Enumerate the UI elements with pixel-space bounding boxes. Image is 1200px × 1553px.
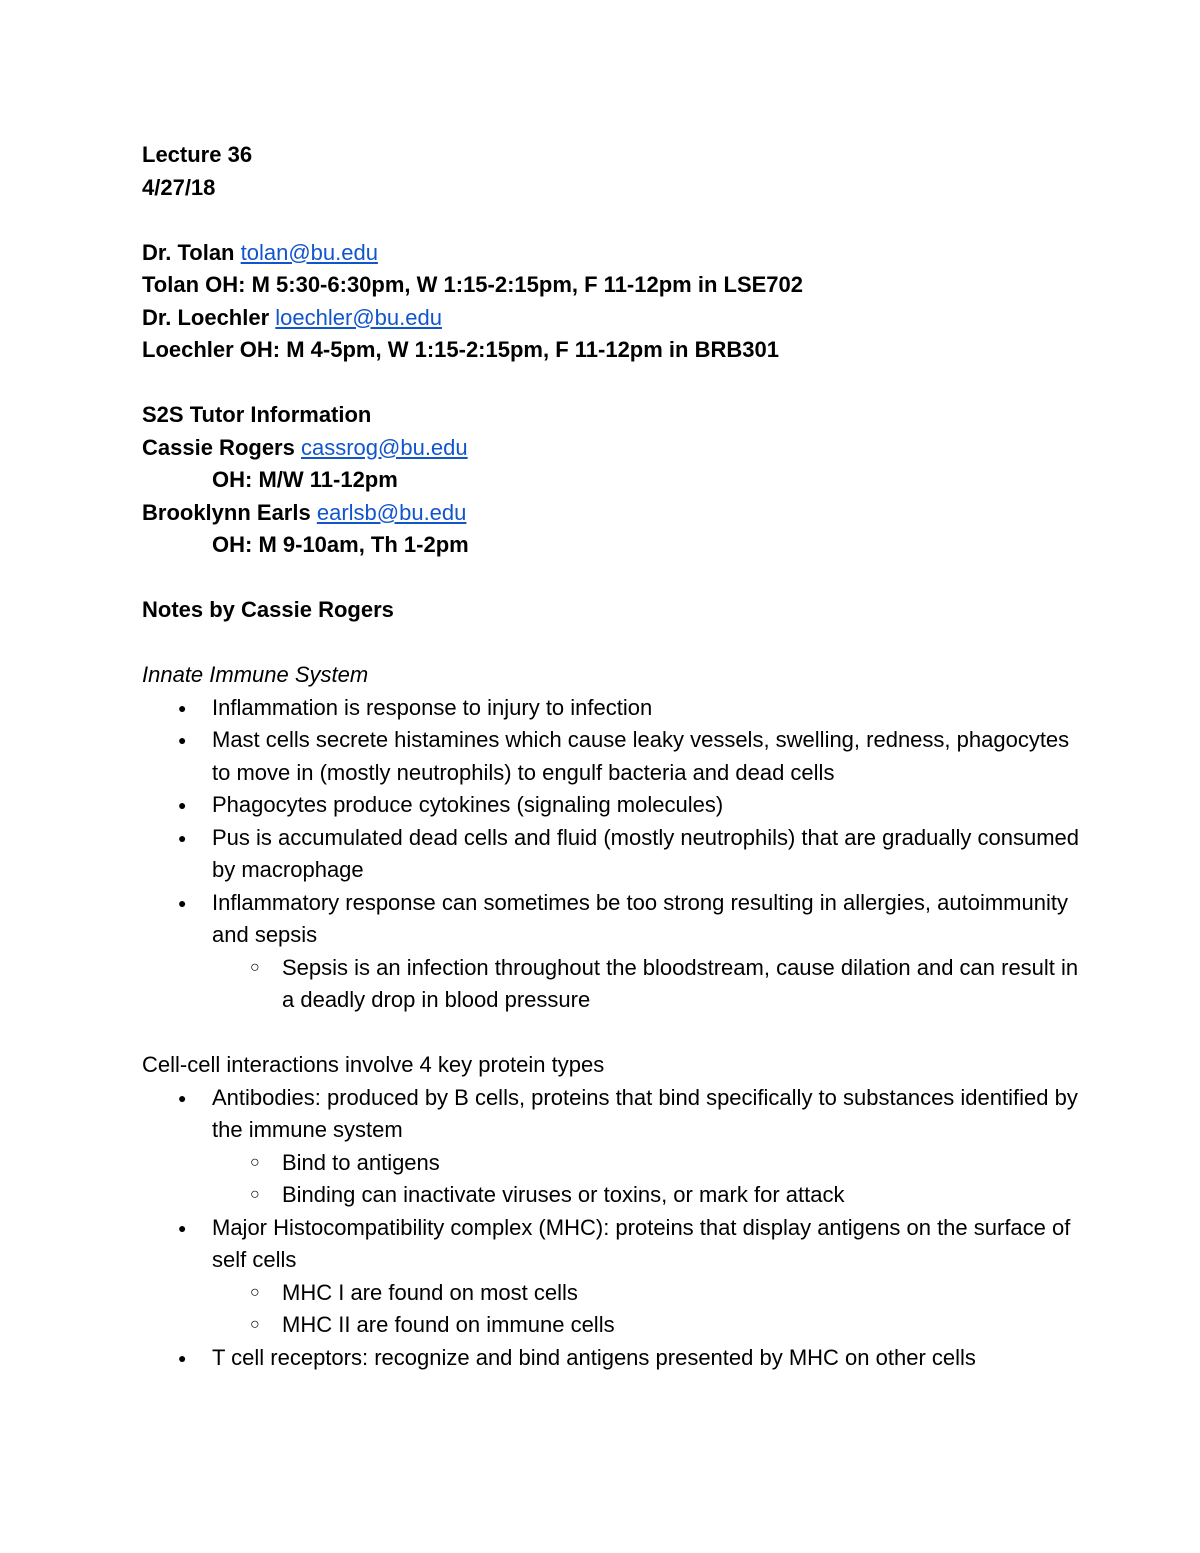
spacer (142, 1017, 1082, 1050)
list-item (142, 724, 1082, 789)
list-item-text: Inflammatory response can sometimes be too strong resulting in allergies, autoimmunity and sepsis (212, 889, 1068, 947)
list-item (142, 789, 1082, 822)
sublist-item-text: MHC II are found on immune cells (282, 1312, 615, 1337)
filled-bullet-icon: ● (178, 732, 187, 748)
lecture-date: 4/27/18 (142, 174, 216, 200)
lecture-title: Lecture 36 (142, 142, 253, 167)
brooklynn-office-hours: OH: M 9-10am, Th 1-2pm (212, 532, 469, 557)
innate-list (142, 692, 1082, 1017)
cassie-name: Cassie Rogers (142, 434, 295, 460)
mhc-sublist (212, 1277, 1082, 1342)
list-item (142, 692, 1082, 725)
loechler-contact (142, 302, 1082, 335)
tolan-name: Dr. Tolan (142, 239, 235, 265)
filled-bullet-icon: ● (178, 1089, 187, 1106)
list-item (142, 1212, 1082, 1342)
list-item-text: T cell receptors: recognize and bind antigens presented by MHC on other cells (212, 1344, 976, 1370)
list-item-text: Mast cells secrete histamines which cause leaky vessels, swelling, redness, phagocytes to move in (mostly neutrophils) to engulf bacteria and dead cells (212, 727, 1070, 785)
hollow-bullet-icon: ○ (250, 1283, 260, 1301)
cassie-email-link[interactable]: cassrog@bu.edu (300, 434, 468, 460)
list-item (142, 887, 1082, 1017)
list-item-text: Major Histocompatibility complex (MHC): proteins that display antigens on the surface of self cells (212, 1214, 1071, 1272)
cell-cell-list (142, 1082, 1082, 1375)
sepsis-sublist (212, 952, 1082, 1017)
sublist-item-text: Binding can inactivate viruses or toxins, or mark for attack (282, 1182, 845, 1207)
spacer (142, 204, 1082, 237)
loechler-email-link[interactable]: loechler@bu.edu (275, 304, 442, 330)
list-item (142, 1342, 1082, 1375)
antibody-sublist (212, 1147, 1082, 1212)
filled-bullet-icon: ● (178, 1349, 187, 1366)
innate-heading: Innate Immune System (142, 662, 369, 687)
filled-bullet-icon: ● (178, 894, 187, 911)
filled-bullet-icon: ● (178, 699, 187, 716)
sublist-item (212, 1179, 1082, 1212)
tolan-contact (142, 237, 1082, 270)
document-page (142, 139, 1082, 1374)
tolan-office-hours: Tolan OH: M 5:30-6:30pm, W 1:15-2:15pm, F 11-12pm in LSE702 (142, 272, 803, 297)
sublist-item (212, 1147, 1082, 1180)
brooklynn-name: Brooklynn Earls (142, 499, 311, 525)
tolan-email-link[interactable]: tolan@bu.edu (240, 239, 378, 265)
hollow-bullet-icon: ○ (250, 1316, 260, 1333)
brooklynn-contact (142, 497, 1082, 530)
cassie-office-hours: OH: M/W 11-12pm (212, 467, 398, 492)
list-item (142, 1082, 1082, 1212)
list-item-text: Phagocytes produce cytokines (signaling molecules) (212, 792, 724, 817)
spacer (142, 627, 1082, 660)
sublist-item-text: Sepsis is an infection throughout the bloodstream, cause dilation and can result in a deadly drop in blood pressure (282, 954, 1079, 1012)
hollow-bullet-icon: ○ (250, 958, 260, 976)
cassie-contact (142, 432, 1082, 465)
spacer (142, 367, 1082, 400)
sublist-item-text: MHC I are found on most cells (282, 1279, 578, 1305)
spacer (142, 562, 1082, 595)
hollow-bullet-icon: ○ (250, 1186, 260, 1203)
brooklynn-email-link[interactable]: earlsb@bu.edu (316, 499, 467, 525)
list-item (142, 822, 1082, 887)
filled-bullet-icon: ● (178, 829, 187, 846)
sublist-item (212, 1277, 1082, 1310)
notes-author: Notes by Cassie Rogers (142, 597, 394, 622)
hollow-bullet-icon: ○ (250, 1153, 260, 1171)
cell-cell-heading: Cell-cell interactions involve 4 key protein types (142, 1052, 605, 1077)
sublist-item-text: Bind to antigens (282, 1149, 440, 1175)
list-item-text: Antibodies: produced by B cells, proteins that bind specifically to substances identified by the immune system (212, 1084, 1078, 1142)
list-item-text: Inflammation is response to injury to infection (212, 694, 653, 720)
loechler-name: Dr. Loechler (142, 304, 270, 330)
filled-bullet-icon: ● (178, 1219, 187, 1236)
filled-bullet-icon: ● (178, 797, 187, 813)
sublist-item (212, 1309, 1082, 1342)
sublist-item (212, 952, 1082, 1017)
list-item-text: Pus is accumulated dead cells and fluid (mostly neutrophils) that are gradually consumed by macrophage (212, 824, 1080, 882)
loechler-office-hours: Loechler OH: M 4-5pm, W 1:15-2:15pm, F 11-12pm in BRB301 (142, 337, 779, 362)
tutor-heading: S2S Tutor Information (142, 402, 372, 427)
